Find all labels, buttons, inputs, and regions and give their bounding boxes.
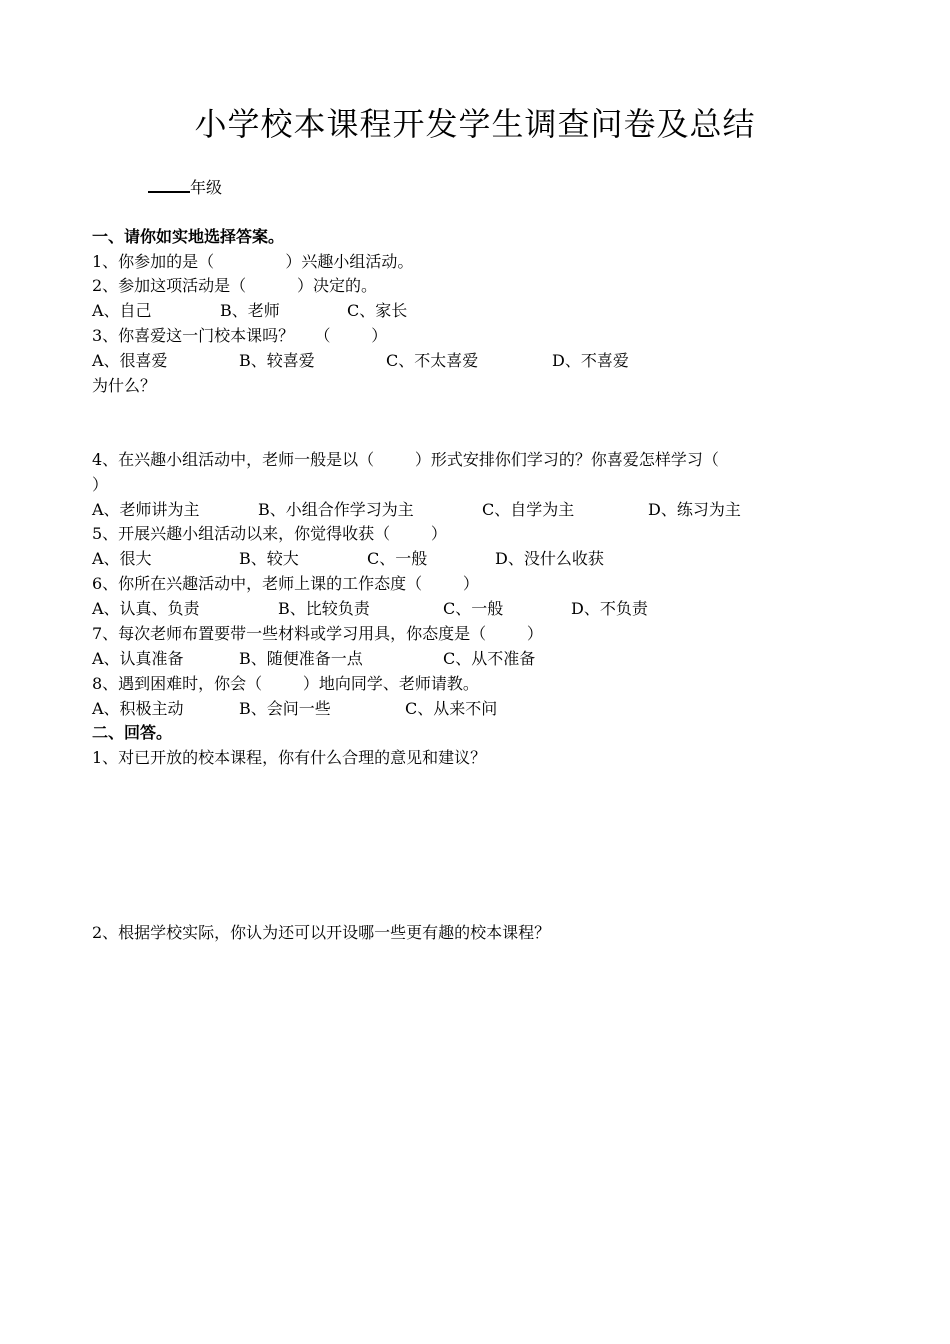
q2-option-c: C、家长 [347, 301, 408, 320]
q3-option-a: A、很喜爱 [92, 351, 168, 370]
q2-option-b: B、老师 [220, 301, 280, 320]
answer-question-2: 2、根据学校实际，你认为还可以开设哪一些更有趣的校本课程？ [92, 923, 551, 942]
q3-option-b: B、较喜爱 [239, 351, 315, 370]
question-6: 6、你所在兴趣活动中，老师上课的工作态度（ ） [92, 574, 479, 593]
question-4-line2: ） [92, 475, 109, 494]
q3-option-c: C、不太喜爱 [386, 351, 479, 370]
q7-option-a: A、认真准备 [92, 649, 184, 668]
q5-option-a: A、很大 [92, 549, 152, 568]
q8-option-c: C、从来不问 [405, 699, 498, 718]
question-5: 5、开展兴趣小组活动以来，你觉得收获（ ） [92, 524, 447, 543]
q6-option-c: C、一般 [443, 599, 504, 618]
question-7: 7、每次老师布置要带一些材料或学习用具，你态度是（ ） [92, 624, 543, 643]
grade-blank[interactable] [148, 175, 190, 193]
section1-heading: 一、请你如实地选择答案。 [92, 227, 285, 246]
grade-field [148, 175, 222, 199]
grade-label: 年级 [190, 178, 223, 197]
question-8: 8、遇到困难时，你会（ ）地向同学、老师请教。 [92, 674, 479, 693]
q5-option-d: D、没什么收获 [495, 549, 604, 568]
q4-option-c: C、自学为主 [482, 500, 575, 519]
q2-option-a: A、自己 [92, 301, 152, 320]
page-title: 小学校本课程开发学生调查问卷及总结 [194, 105, 756, 143]
answer-question-1: 1、对已开放的校本课程，你有什么合理的意见和建议？ [92, 748, 487, 767]
question-4-line1: 4、在兴趣小组活动中，老师一般是以（ ）形式安排你们学习的？你喜爱怎样学习（ [92, 450, 719, 469]
q3-option-d: D、不喜爱 [552, 351, 629, 370]
question-3: 3、你喜爱这一门校本课吗？ （ ） [92, 326, 388, 345]
section2-heading: 二、回答。 [92, 723, 173, 742]
question-1: 1、你参加的是（ ）兴趣小组活动。 [92, 252, 414, 271]
q4-option-b: B、小组合作学习为主 [258, 500, 414, 519]
q8-option-b: B、会问一些 [239, 699, 331, 718]
q7-option-c: C、从不准备 [443, 649, 536, 668]
q6-option-d: D、不负责 [571, 599, 648, 618]
q4-option-a: A、老师讲为主 [92, 500, 200, 519]
q7-option-b: B、随便准备一点 [239, 649, 363, 668]
q5-option-c: C、一般 [367, 549, 428, 568]
q6-option-b: B、比较负责 [278, 599, 370, 618]
question-3-why: 为什么？ [92, 376, 157, 395]
q6-option-a: A、认真、负责 [92, 599, 200, 618]
q4-option-d: D、练习为主 [648, 500, 741, 519]
q5-option-b: B、较大 [239, 549, 299, 568]
q8-option-a: A、积极主动 [92, 699, 184, 718]
question-2: 2、参加这项活动是（ ）决定的。 [92, 276, 378, 295]
